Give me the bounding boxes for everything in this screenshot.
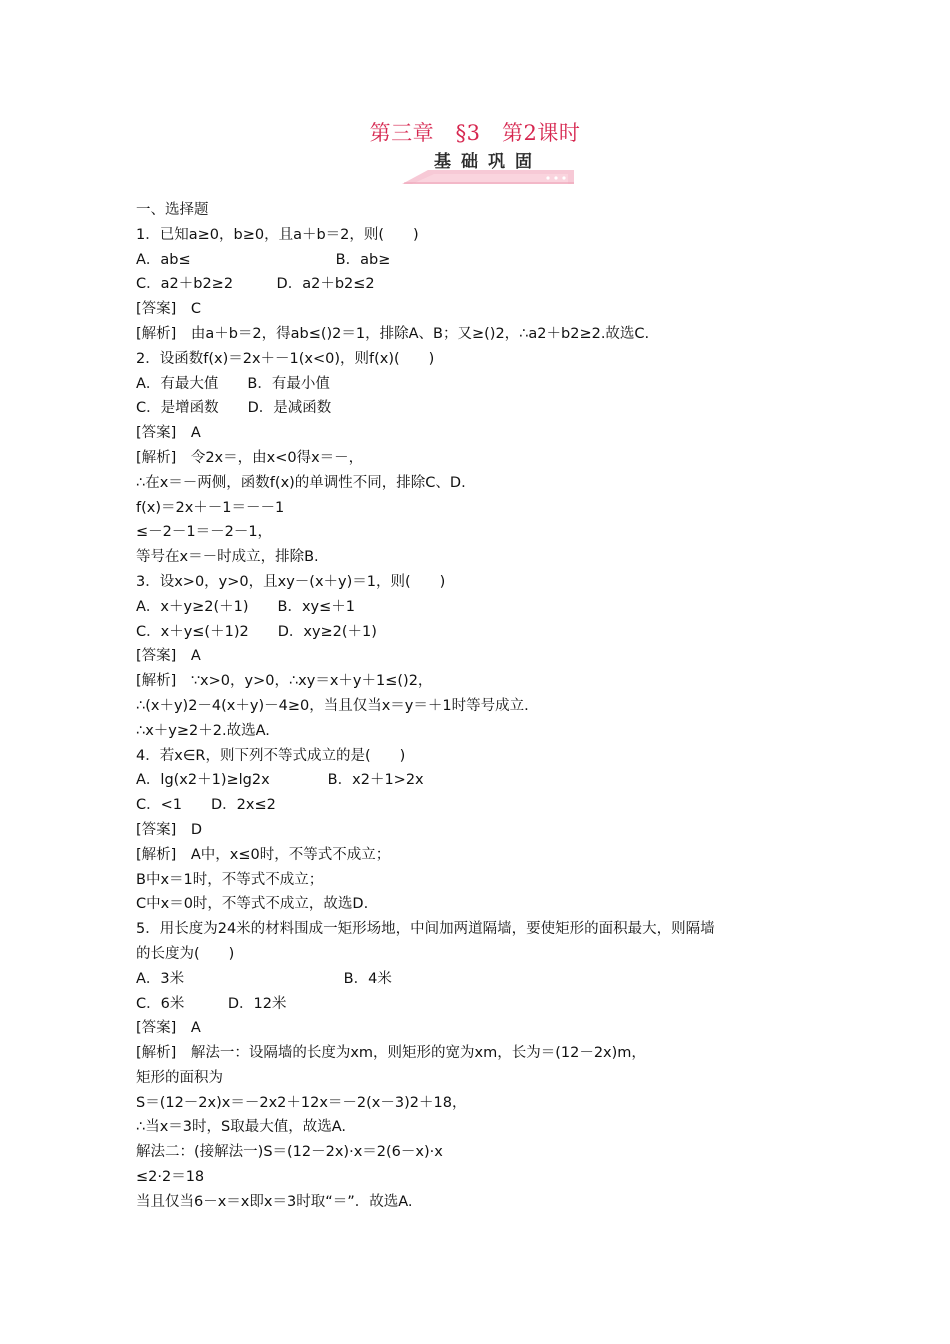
text-line: C．a2＋b2≥2 D．a2＋b2≤2 — [136, 276, 375, 293]
text-line: [解析] ∵x>0，y>0，∴xy＝x＋y＋1≤()2， — [136, 673, 433, 690]
text-line: ≤－2－1＝－2－1， — [136, 524, 273, 541]
section-banner — [398, 148, 578, 188]
text-line: ∴当x＝3时，S取最大值，故选A. — [136, 1119, 347, 1136]
text-line: C．6米 D．12米 — [136, 995, 287, 1012]
text-line: ≤2·2＝18 — [136, 1169, 205, 1186]
text-line: C中x＝0时，不等式不成立，故选D. — [136, 896, 369, 913]
text-line: C．<1 D．2x≤2 — [136, 797, 276, 814]
text-line: A．有最大值 B．有最小值 — [136, 375, 330, 392]
text-line: 当且仅当6－x＝x即x＝3时取“＝”．故选A. — [136, 1193, 413, 1210]
text-line: [答案] D — [136, 821, 202, 838]
text-line: [解析] A中，x≤0时，不等式不成立； — [136, 846, 391, 863]
banner-label: 基础巩固 — [434, 152, 542, 172]
text-line: [答案] A — [136, 1020, 201, 1037]
text-line: f(x)＝2x＋－1＝－－1 — [136, 499, 285, 516]
text-line: 4．若x∈R，则下列不等式成立的是( ) — [136, 747, 406, 764]
text-line: C．是增函数 D．是减函数 — [136, 400, 332, 417]
text-line: B中x＝1时，不等式不成立； — [136, 871, 324, 888]
text-line: A．3米 B．4米 — [136, 970, 392, 987]
text-line: 的长度为( ) — [136, 945, 235, 962]
text-line: S＝(12－2x)x＝－2x2＋12x＝－2(x－3)2＋18， — [136, 1094, 467, 1111]
text-line: [解析] 令2x＝，由x<0得x＝－， — [136, 449, 364, 466]
text-line: ∴(x＋y)2－4(x＋y)－4≥0，当且仅当x＝y＝＋1时等号成立. — [136, 697, 529, 714]
text-line: [答案] C — [136, 301, 201, 318]
text-line: ∴x＋y≥2＋2.故选A. — [136, 722, 270, 739]
text-line: C．x＋y≤(＋1)2 D．xy≥2(＋1) — [136, 623, 377, 640]
text-line: [答案] A — [136, 648, 201, 665]
text-line: ∴在x＝－两侧，函数f(x)的单调性不同，排除C、D. — [136, 474, 466, 491]
text-line: A．ab≤ B．ab≥ — [136, 251, 391, 268]
text-line: A．x＋y≥2(＋1) B．xy≤＋1 — [136, 598, 355, 615]
text-line: 解法二：(接解法一)S＝(12－2x)·x＝2(6－x)·x — [136, 1144, 443, 1161]
text-line: 3．设x>0，y>0，且xy－(x＋y)＝1，则( ) — [136, 573, 446, 590]
text-line: 等号在x＝－时成立，排除B. — [136, 549, 319, 566]
document-body — [136, 198, 826, 1215]
text-line: [解析] 解法一：设隔墙的长度为xm，则矩形的宽为xm，长为＝(12－2x)m， — [136, 1045, 646, 1062]
header — [0, 118, 950, 148]
chapter-title: 第三章 §3 第2课时 — [369, 121, 581, 145]
text-line: A．lg(x2＋1)≥lg2x B．x2＋1>2x — [136, 772, 424, 789]
text-line: 5．用长度为24米的材料围成一矩形场地，中间加两道隔墙，要使矩形的面积最大，则隔墙 — [136, 921, 715, 938]
text-line: 一、选择题 — [136, 202, 209, 218]
text-line: 矩形的面积为 — [136, 1069, 223, 1086]
text-line: [解析] 由a＋b＝2，得ab≤()2＝1，排除A、B；又≥()2，∴a2＋b2≥2.故选C. — [136, 325, 650, 342]
text-line: 1．已知a≥0，b≥0，且a＋b＝2，则( ) — [136, 226, 419, 243]
text-line: [答案] A — [136, 425, 201, 442]
text-line: 2．设函数f(x)＝2x＋－1(x<0)，则f(x)( ) — [136, 350, 435, 367]
